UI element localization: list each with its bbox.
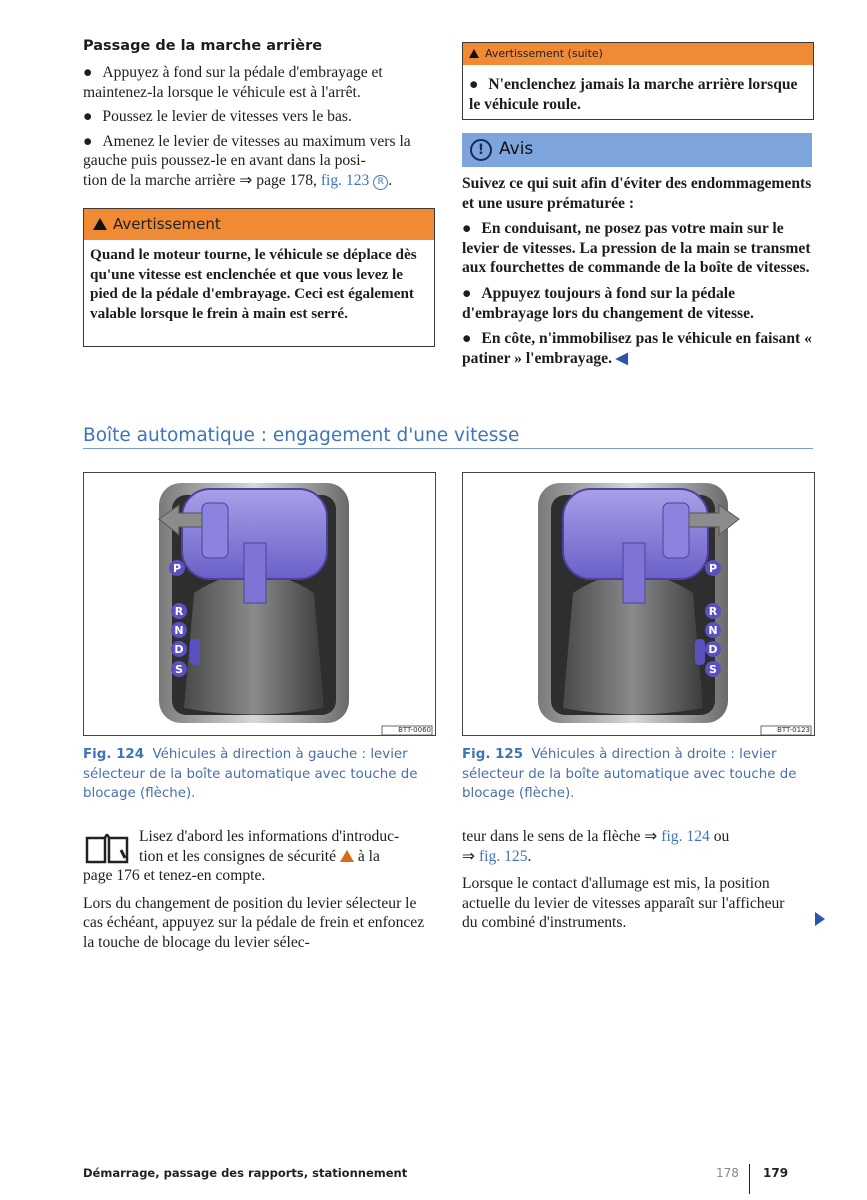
position-S: S xyxy=(709,663,717,676)
page-number-right: 179 xyxy=(763,1166,789,1180)
position-N: N xyxy=(708,624,718,637)
book-icon xyxy=(85,830,129,864)
reverse-gear-section xyxy=(83,38,443,54)
gear-selector-illustration xyxy=(84,473,435,735)
intro-paragraph: Lisez d'abord les informations d'introduc- tion et les consignes de sécurité à la page 176 et tenez-en compte. Lors du changement de position du levier sélecteur le cas échéant, appuyez sur la pédale de frein et enfoncez la touche de blocage du levier sélec- xyxy=(83,827,435,953)
list-item: ● Poussez le levier de vitesses vers le bas. xyxy=(83,108,352,126)
section-title: Boîte automatique : engagement d'une vitesse xyxy=(83,425,813,449)
figure-code: BTT-0060 xyxy=(398,726,431,734)
reverse-circle-icon: R xyxy=(373,175,388,190)
notice-icon: ! xyxy=(470,139,492,161)
lock-button xyxy=(663,503,689,558)
figure-link[interactable]: fig. 125 xyxy=(478,847,528,865)
section-heading: Passage de la marche arrière xyxy=(83,38,323,54)
warning-text: Quand le moteur tourne, le véhicule se déplace dès qu'une vitesse est enclenchée et que vous levez le pied de la pédale d'embrayage. Ceci est également valable lorsque le frein à main est serré. xyxy=(90,246,417,322)
figure-code: BTT-0123 xyxy=(777,726,810,734)
warning-continued-text: ● N'enclenchez jamais la marche arrière lorsque le véhicule roule. xyxy=(469,76,798,113)
list-item: ● Appuyez toujours à fond sur la pédale d'embrayage lors du changement de vitesse. xyxy=(462,284,754,322)
figure-link[interactable]: fig. 124 xyxy=(661,828,710,845)
warning-header: Avertissement xyxy=(84,209,434,240)
display-paragraph: Lorsque le contact d'allumage est mis, la position actuelle du levier de vitesses apparaît sur l'afficheur du combiné d'instruments. xyxy=(462,875,785,932)
procedure-paragraph: Lors du changement de position du levier sélecteur le cas échéant, appuyez sur la pédale de frein et enfoncez la touche de blocage du levier sélec- xyxy=(83,894,425,951)
procedure-continued: teur dans le sens de la flèche ⇒ fig. 124 ou ⇒ fig. 125. Lorsque le contact d'allumage est mis, la position actuelle du levier de vitesses apparaît sur l'afficheur du combiné d'instruments. xyxy=(462,827,814,933)
position-R: R xyxy=(708,605,718,618)
position-P: P xyxy=(172,562,182,575)
figure-124 xyxy=(83,472,436,736)
position-D: D xyxy=(708,643,718,656)
figure-125-caption: Fig. 125 Véhicules à direction à droite : levier sélecteur de la boîte automatique avec touche de blocage (flèche). xyxy=(462,747,797,802)
continue-arrow-icon xyxy=(815,912,825,926)
list-item: ● Appuyez à fond sur la pédale d'embrayage et maintenez-la lorsque le véhicule est à l'arrêt. xyxy=(83,64,383,101)
position-P: P xyxy=(708,562,718,575)
reverse-gear-steps xyxy=(83,63,435,191)
gear-selector-illustration xyxy=(463,473,814,735)
list-item: ● En conduisant, ne posez pas votre main sur le levier de vitesses. La pression de la main se transmet aux fourchettes de commande de la boîte de vitesses. xyxy=(462,220,811,277)
figure-124-caption: Fig. 124 Véhicules à direction à gauche : levier sélecteur de la boîte automatique avec touche de blocage (flèche). xyxy=(83,747,418,802)
warning-triangle-icon xyxy=(93,218,107,230)
section-divider xyxy=(83,448,813,449)
list-item: ● Amenez le levier de vitesses au maximum vers la gauche puis poussez-le en avant dans la posi- tion de la marche arrière ⇒ page 178, fig. 123 R . xyxy=(83,132,411,189)
footer-chapter: Démarrage, passage des rapports, stationnement xyxy=(83,1166,408,1180)
warning-box xyxy=(83,208,435,347)
warning-continued-header: Avertissement (suite) xyxy=(463,43,813,65)
notice-body xyxy=(462,174,812,368)
position-R: R xyxy=(174,605,184,618)
position-N: N xyxy=(174,624,184,637)
notice-intro: Suivez ce qui suit afin d'éviter des endommagements et une usure prématurée : xyxy=(462,175,812,212)
warning-continued-box xyxy=(462,42,814,120)
end-marker-icon: ◀ xyxy=(615,349,628,367)
position-S: S xyxy=(175,663,183,676)
list-item: ● En côte, n'immobilisez pas le véhicule en faisant « patiner » l'embrayage. ◀ xyxy=(462,330,812,367)
warning-triangle-icon xyxy=(469,49,479,58)
page-number-left: 178 xyxy=(716,1166,739,1180)
position-D: D xyxy=(174,643,184,656)
notice-header: ! Avis xyxy=(462,133,812,167)
page-divider xyxy=(749,1164,750,1194)
figure-125 xyxy=(462,472,815,736)
warning-triangle-icon xyxy=(340,850,354,862)
figure-link[interactable]: fig. 123 xyxy=(320,171,370,189)
lock-button xyxy=(202,503,228,558)
